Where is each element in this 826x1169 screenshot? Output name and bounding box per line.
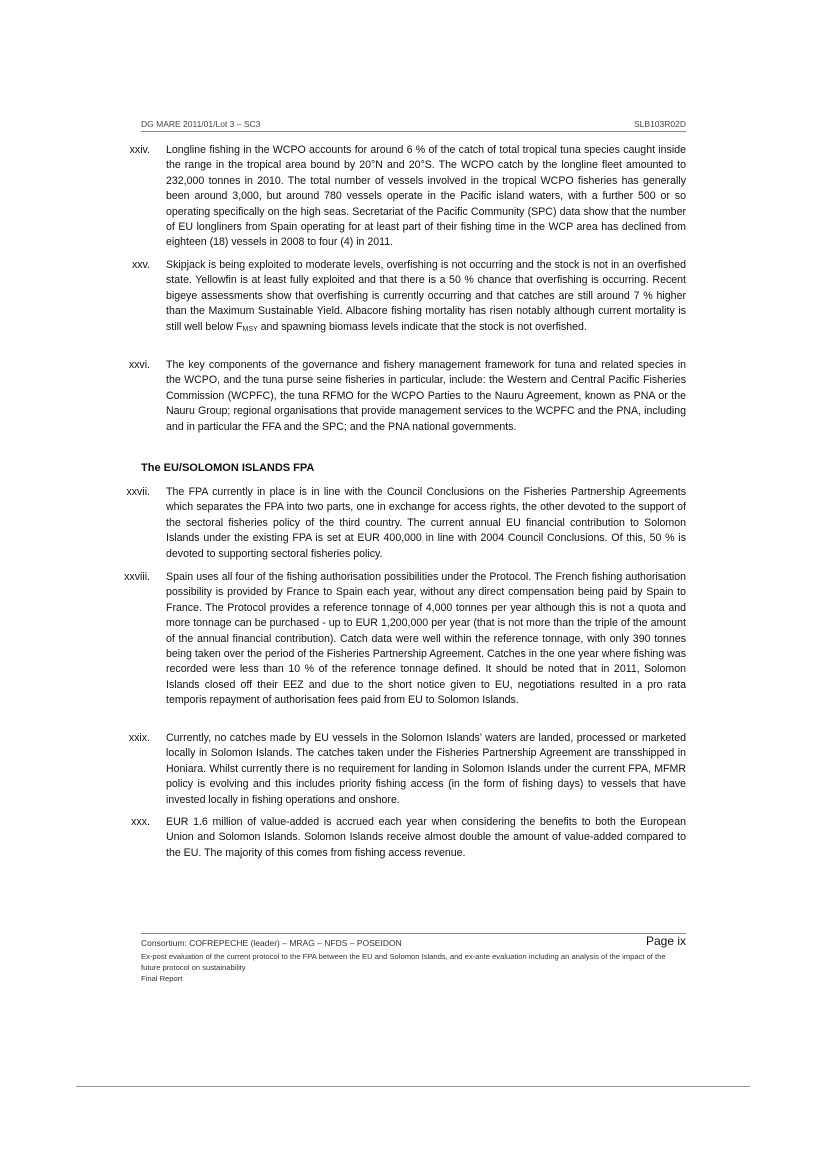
paragraph-number: xxix. xyxy=(128,732,150,744)
footer-consortium: Consortium: COFREPECHE (leader) – MRAG – NFDS – POSEIDON xyxy=(141,938,402,948)
paragraph-number: xxvii. xyxy=(126,486,150,498)
footer-details xyxy=(141,951,686,984)
page-number: Page ix xyxy=(645,934,686,948)
page-bottom-rule xyxy=(76,1086,750,1087)
paragraph-text: The key components of the governance and fishery management framework for tuna and related species in the WCPO, and the tuna purse seine fisheries in particular, include: the Western and Central Pacific Fisheries Commission (WCPFC), the tuna RFMO for the WCPO Parties to the Nauru Agreement, known as PNA or the Nauru Group; regional organisations that provide management services to the WCPFC and the PNA, including and in particular the FFA and the SPC; and the PNA national governments. xyxy=(166,359,686,433)
paragraph-text: Currently, no catches made by EU vessels in the Solomon Islands’ waters are landed, processed or marketed locally in Solomon Islands. The catches taken under the Fisheries Partnership Agreement are transshipped in Honiara. Whilst currently there is no requirement for landing in Solomon Islands under the current FPA, MFMR policy is evolving and this includes priority fishing access (in the form of fishing days) to vessels that have invested locally in fishing operations and onshore. xyxy=(166,732,686,806)
paragraph-number: xxvi. xyxy=(128,359,150,371)
msy-subscript: MSY xyxy=(242,325,258,333)
footer-rule xyxy=(141,933,686,934)
paragraph-text: EUR 1.6 million of value-added is accrued each year when considering the benefits to both the European Union and Solomon Islands. Solomon Islands receive almost double the amount of value-added compared to the EU. The majority of this comes from fishing access revenue. xyxy=(166,816,686,859)
paragraph-xxviii xyxy=(88,570,686,709)
paragraph-text-part: Skipjack is being exploited to moderate levels, overfishing is not occurring and the stock is not in an overfished state. Yellowfin is at least fully exploited and that there is a 50 % chance that overfishing is occurring. Recent bigeye assessments show that overfishing is currently occurring and that catches are still around 7 % higher than the Maximum Sustainable Yield. Albacore fishing mortality has risen notably although current mortality is still well below F xyxy=(166,259,686,333)
footer-report: Final Report xyxy=(141,974,183,983)
paragraph-number: xxiv. xyxy=(129,144,150,156)
paragraph-xxx xyxy=(88,815,686,861)
paragraph-text-part: and spawning biomass levels indicate that the stock is not overfished. xyxy=(257,320,587,333)
section-heading: The EU/SOLOMON ISLANDS FPA xyxy=(141,462,315,474)
paragraph-number: xxv. xyxy=(131,259,150,271)
paragraph-number: xxx. xyxy=(131,816,150,828)
paragraph-text: Spain uses all four of the fishing authorisation possibilities under the Protocol. The French fishing authorisation possibility is provided by France to Spain each year, without any direct compensation being paid by Spain to France. The Protocol provides a reference tonnage of 4,000 tonnes per year although this is not a quota and more tonnage can be purchased - up to EUR 1,200,000 per year (that is not more than the triple of the amount of the annual financial contribution). Catch data were well within the reference tonnage, with only 390 tonnes being taken over the period of the Fisheries Partnership Agreement. Catches in the one year where fishing was recorded were less than 10 % of the reference tonnage defined. It should be noted that in 2011, Solomon Islands closed off their EEZ and due to the short notice given to EU, negotiations resulted in a pro rata temporis repayment of authorisation fees paid from EU to Solomon Islands. xyxy=(166,571,686,707)
paragraph-text: Longline fishing in the WCPO accounts for around 6 % of the catch of total tropical tuna species caught inside the range in the tropical area bound by 20°N and 20°S. The WCPO catch by the longline fleet amounted to 232,000 tonnes in 2010. The total number of vessels involved in the tropical WCPO fisheries has generally been around 3,000, but around 780 vessels operate in the Pacific island waters, with a further 500 or so operating specifically on the high seas. Secretariat of the Pacific Community (SPC) data show that the number of EU longliners from Spain operating for at least part of their fishing time in the WCP area has declined from eighteen (18) vessels in 2008 to four (4) in 2011. xyxy=(166,144,686,249)
paragraph-text: The FPA currently in place is in line with the Council Conclusions on the Fisheries Partnership Agreements which separates the FPA into two parts, one in exchange for access rights, the other devoted to the support of the sectoral fisheries policy of the third country. The current annual EU financial contribution to Solomon Islands under the existing FPA is set at EUR 400,000 in line with 2004 Council Conclusions. Of this, 50 % is devoted to supporting sectoral fisheries policy. xyxy=(166,486,686,560)
header-left: DG MARE 2011/01/Lot 3 – SC3 xyxy=(141,119,261,129)
paragraph-text xyxy=(166,258,686,337)
footer-line xyxy=(141,934,686,948)
header-rule xyxy=(141,131,686,132)
paragraph-xxvi xyxy=(88,358,686,435)
paragraph-xxv xyxy=(88,258,686,337)
footer-description: Ex-post evaluation of the current protocol to the FPA between the EU and Solomon Islands, and ex-ante evaluation including an analysis of the impact of the future protocol on sustainability xyxy=(141,952,666,972)
header-right: SLB103R02D xyxy=(634,119,686,129)
paragraph-xxiv xyxy=(88,143,686,251)
paragraph-xxvii xyxy=(88,485,686,562)
paragraph-number: xxviii. xyxy=(124,571,150,583)
paragraph-xxix xyxy=(88,731,686,808)
